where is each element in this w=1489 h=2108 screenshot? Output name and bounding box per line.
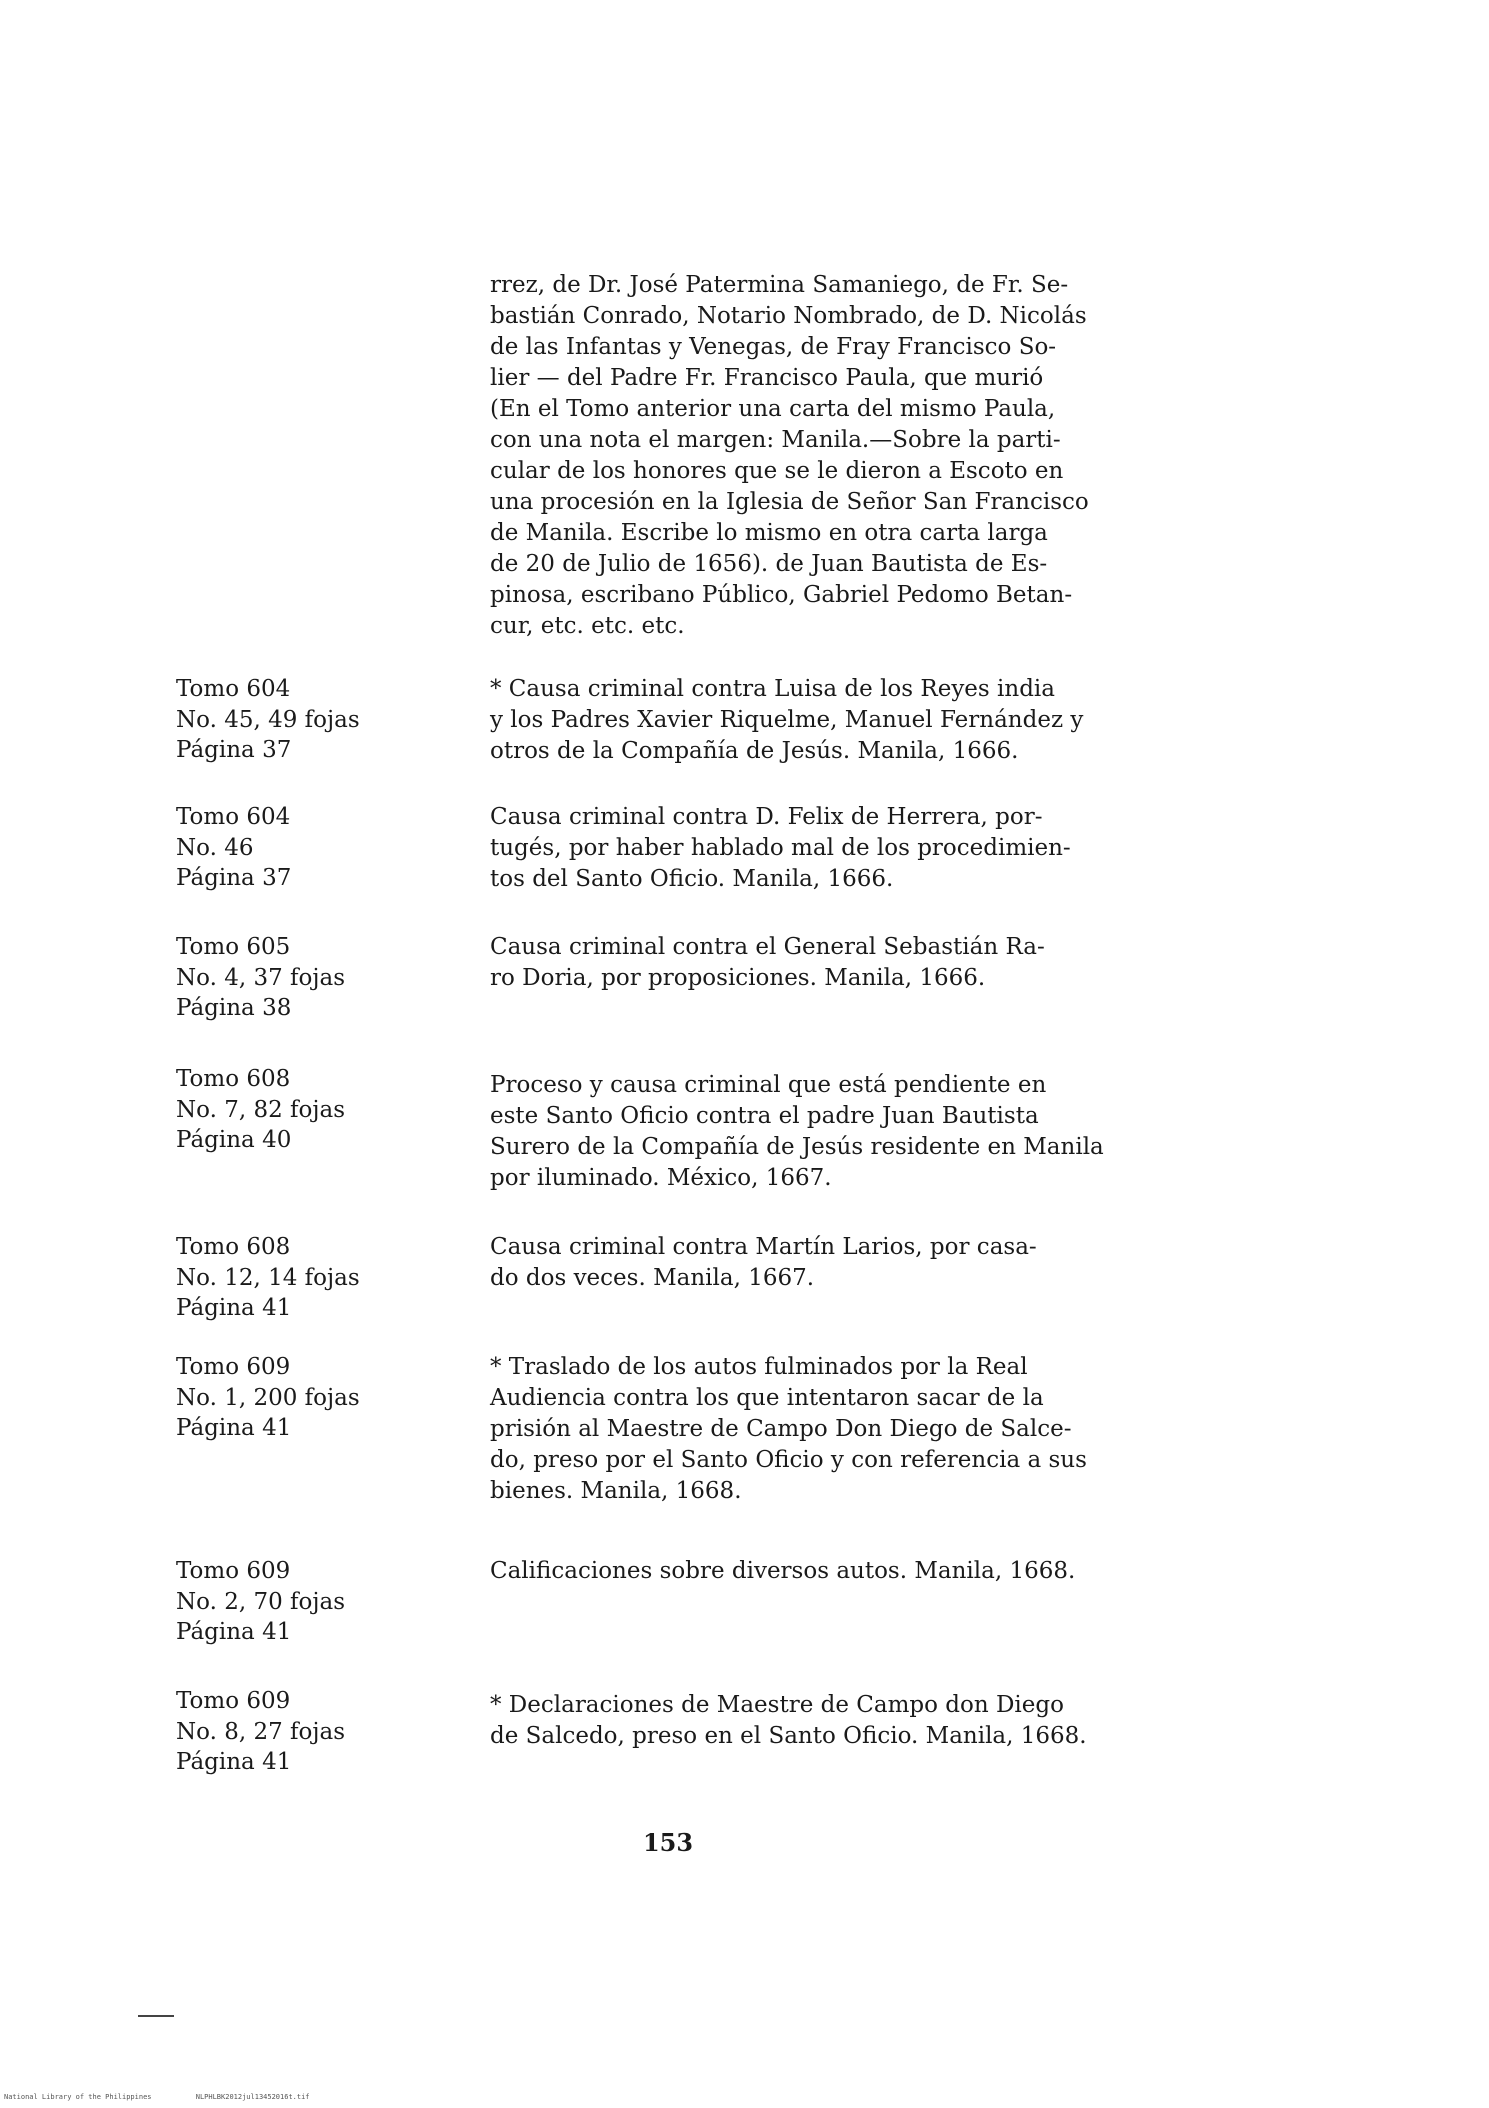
- archive-reference: [176, 1686, 416, 1778]
- archive-reference: [176, 802, 416, 894]
- tomo-label: Tomo 604: [176, 804, 291, 830]
- footer-library: National Library of the Philippines: [4, 2093, 152, 2101]
- entry-paragraph: [490, 1690, 1125, 1752]
- numero-label: No. 1, 200 fojas: [176, 1384, 360, 1411]
- tomo-label: Tomo 608: [176, 1066, 291, 1092]
- text-line: Causa criminal contra el General Sebastián Ra-: [490, 934, 1045, 960]
- pagina-label: Página 37: [176, 737, 292, 763]
- text-line: este Santo Oficio contra el padre Juan Bautista: [490, 1103, 1039, 1129]
- pagina-label: Página 41: [176, 1295, 292, 1321]
- archive-reference: [176, 1232, 416, 1324]
- text-line: lier — del Padre Fr. Francisco Paula, que murió: [490, 365, 1044, 391]
- text-line: cur, etc. etc. etc.: [490, 613, 685, 639]
- numero-label: No. 12, 14 fojas: [176, 1264, 360, 1291]
- entry-paragraph: [490, 1556, 1125, 1587]
- text-line: * Declaraciones de Maestre de Campo don Diego: [490, 1692, 1064, 1718]
- tomo-label: Tomo 609: [176, 1688, 291, 1714]
- text-line: (En el Tomo anterior una carta del mismo Paula,: [490, 396, 1056, 422]
- pagina-label: Página 41: [176, 1415, 292, 1441]
- entry-paragraph: [490, 1070, 1125, 1194]
- entry-paragraph: [490, 932, 1125, 994]
- archive-reference: [176, 932, 416, 1024]
- intro-paragraph: [490, 270, 1125, 642]
- pagina-label: Página 41: [176, 1619, 292, 1645]
- text-line: de las Infantas y Venegas, de Fray Francisco So-: [490, 334, 1057, 360]
- archive-reference: [176, 1352, 416, 1444]
- margin-rule: [138, 2015, 174, 2017]
- pagina-label: Página 41: [176, 1749, 292, 1775]
- text-line: y los Padres Xavier Riquelme, Manuel Fernández y: [490, 707, 1084, 733]
- entry-paragraph: [490, 1352, 1125, 1507]
- tomo-label: Tomo 608: [176, 1234, 291, 1260]
- text-line: prisión al Maestre de Campo Don Diego de Salce-: [490, 1416, 1072, 1442]
- text-line: Proceso y causa criminal que está pendiente en: [490, 1072, 1047, 1098]
- scan-footer: [4, 2093, 350, 2101]
- numero-label: No. 4, 37 fojas: [176, 964, 346, 991]
- text-line: tos del Santo Oficio. Manila, 1666.: [490, 866, 894, 892]
- text-line: rrez, de Dr. José Patermina Samaniego, de Fr. Se-: [490, 272, 1069, 298]
- text-line: do dos veces. Manila, 1667.: [490, 1265, 815, 1291]
- text-line: Causa criminal contra Martín Larios, por casa-: [490, 1234, 1037, 1260]
- text-line: * Causa criminal contra Luisa de los Reyes india: [490, 676, 1055, 702]
- footer-filename: NLPHLBK2012jul13452016t.tif: [195, 2093, 310, 2101]
- tomo-label: Tomo 604: [176, 676, 291, 702]
- numero-label: No. 45, 49 fojas: [176, 706, 360, 733]
- text-line: Audiencia contra los que intentaron sacar de la: [490, 1385, 1044, 1411]
- text-line: cular de los honores que se le dieron a Escoto en: [490, 458, 1064, 484]
- tomo-label: Tomo 609: [176, 1558, 291, 1584]
- text-line: Calificaciones sobre diversos autos. Manila, 1668.: [490, 1558, 1076, 1584]
- text-line: otros de la Compañía de Jesús. Manila, 1666.: [490, 738, 1019, 764]
- text-line: * Traslado de los autos fulminados por la Real: [490, 1354, 1028, 1380]
- text-line: con una nota el margen: Manila.—Sobre la parti-: [490, 427, 1061, 453]
- text-line: por iluminado. México, 1667.: [490, 1165, 832, 1191]
- archive-reference: [176, 674, 416, 766]
- pagina-label: Página 40: [176, 1127, 292, 1153]
- text-line: bienes. Manila, 1668.: [490, 1478, 742, 1504]
- text-line: una procesión en la Iglesia de Señor San Francisco: [490, 489, 1089, 515]
- entry-paragraph: [490, 1232, 1125, 1294]
- text-line: pinosa, escribano Público, Gabriel Pedomo Betan-: [490, 582, 1073, 608]
- page-number: 153: [642, 1828, 694, 1857]
- text-line: Causa criminal contra D. Felix de Herrera, por-: [490, 804, 1043, 830]
- pagina-label: Página 37: [176, 865, 292, 891]
- text-line: de 20 de Julio de 1656). de Juan Bautista de Es-: [490, 551, 1048, 577]
- numero-label: No. 46: [176, 834, 254, 861]
- text-line: do, preso por el Santo Oficio y con referencia a sus: [490, 1447, 1087, 1473]
- text-line: de Salcedo, preso en el Santo Oficio. Manila, 1668.: [490, 1723, 1087, 1749]
- text-line: bastián Conrado, Notario Nombrado, de D. Nicolás: [490, 303, 1087, 329]
- tomo-label: Tomo 605: [176, 934, 291, 960]
- text-line: de Manila. Escribe lo mismo en otra carta larga: [490, 520, 1048, 546]
- numero-label: No. 8, 27 fojas: [176, 1718, 346, 1745]
- text-line: Surero de la Compañía de Jesús residente en Manila: [490, 1134, 1104, 1160]
- tomo-label: Tomo 609: [176, 1354, 291, 1380]
- archive-reference: [176, 1556, 416, 1648]
- entry-paragraph: [490, 674, 1125, 767]
- pagina-label: Página 38: [176, 995, 292, 1021]
- numero-label: No. 2, 70 fojas: [176, 1588, 346, 1615]
- archive-reference: [176, 1064, 416, 1156]
- text-line: tugés, por haber hablado mal de los procedimien-: [490, 835, 1071, 861]
- numero-label: No. 7, 82 fojas: [176, 1096, 346, 1123]
- entry-paragraph: [490, 802, 1125, 895]
- text-line: ro Doria, por proposiciones. Manila, 1666.: [490, 965, 986, 991]
